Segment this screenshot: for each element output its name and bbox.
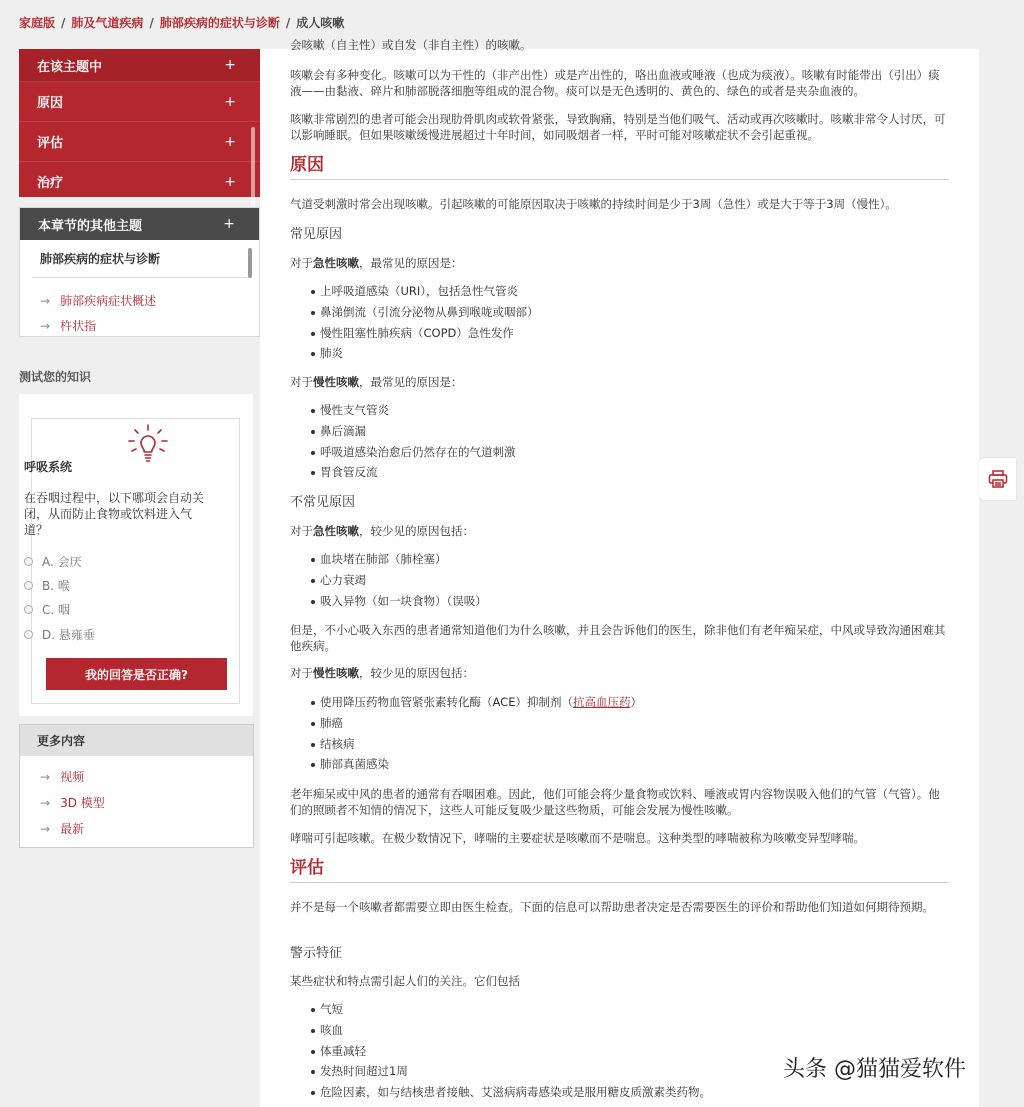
quiz-option-label: A. 会厌 [42,555,82,569]
aspiration-paragraph: 但是，不小心吸入东西的患者通常知道他们为什么咳嗽，并且会告诉他们的医生，除非他们有老年痴呆症，中风或导致沟通困难其他疾病。 [290,623,946,653]
radio-button[interactable] [24,557,33,566]
topic-item-label: 评估 [37,136,64,151]
asthma-paragraph: 哮喘可引起咳嗽。在极少数情况下，哮喘的主要症状是咳嗽而不是喘息。这种类型的哮喘被称为咳嗽变异型哮喘。 [290,831,865,845]
list-item: 发热时间超过1周 [320,1061,979,1082]
chapter-panel-scrollbar[interactable] [248,248,252,278]
evaluation-section-header [290,860,949,883]
quiz-option-c[interactable] [24,601,70,618]
check-answer-button[interactable]: 我的回答是否正确? [46,658,227,690]
acute-uncommon-list [290,549,979,611]
list-item: 血块堵在肺部（肺栓塞） [320,549,979,570]
antihypertensives-link[interactable]: 抗高血压药 [572,695,631,709]
more-content-title: 更多内容 [20,725,253,756]
breadcrumb-symptoms-diagnosis[interactable]: 肺部疾病的症状与诊断 [159,16,280,30]
topic-item-label: 治疗 [37,176,64,191]
arrow-right-icon: → [40,821,51,836]
topic-panel-header[interactable] [19,49,260,82]
warning-list [290,999,979,1103]
list-item: 结核病 [320,734,979,755]
expand-plus-icon[interactable]: + [224,173,236,190]
list-item: 慢性支气管炎 [320,400,979,421]
radio-button[interactable] [24,605,33,614]
breadcrumb: 家庭版 / 肺及气道疾病 / 肺部疾病的症状与诊断 / 成人咳嗽 [19,16,345,30]
arrow-right-icon: → [40,769,51,784]
chapter-panel [19,207,260,337]
intro-paragraph-2: 咳嗽非常剧烈的患者可能会出现肋骨肌肉或软骨紧张，导致胸痛，特别是当他们吸气、活动或再次咳嗽时。咳嗽非常令人讨厌，可以影响睡眠。但如果咳嗽缓慢进展超过十年时间，如同吸烟者一样，平时可能对咳嗽症状不会引起重视。 [290,112,946,142]
list-item: 肺炎 [320,343,979,364]
more-link-3d-models[interactable] [20,790,253,816]
radio-button[interactable] [24,581,33,590]
quiz-option-label: B. 喉 [42,579,70,593]
evaluation-heading: 评估 [290,858,324,878]
printer-icon [988,470,1008,488]
intro-paragraph-1: 咳嗽会有多种变化。咳嗽可以为干性的（非产出性）或是产出性的，咯出血液或唾液（也成为痰液）。咳嗽有时能带出（引出）痰液——由黏液、碎片和肺部脱落细胞等组成的混合物。痰可以是无色透明的、黄色的、绿色的或者是夹杂血液的。 [290,68,940,98]
topic-panel-scrollbar[interactable] [251,127,255,217]
list-item: 呼吸道感染治愈后仍然存在的气道刺激 [320,442,979,463]
topic-panel-title: 在该主题中 [37,59,103,75]
lightbulb-icon [124,423,172,471]
main-content [260,38,979,1107]
expand-plus-icon[interactable]: + [224,57,236,73]
list-item: 肺癌 [320,713,979,734]
expand-plus-icon[interactable]: + [224,133,236,150]
chronic-uncommon-intro: 对于慢性咳嗽，较少见的原因包括： [290,666,474,680]
list-item: 吸入异物（如一块食物）（误吸） [320,591,979,612]
chapter-link-label: 肺部疾病症状概述 [60,294,157,308]
elderly-paragraph: 老年痴呆或中风的患者的通常有吞咽困难。因此，他们可能会将少量食物或饮料、唾液或胃内容物误吸入他们的气管（气管）。他们的照顾者不知情的情况下，这些人可能反复吸少量这些物质，可能会发展为慢性咳嗽。 [290,787,940,817]
warning-intro: 某些症状和特点需引起人们的关注。它们包括 [290,974,520,988]
list-item: 咳血 [320,1020,979,1041]
more-content-panel [19,724,254,848]
acute-common-intro: 对于急性咳嗽，最常见的原因是： [290,256,463,270]
chronic-common-list [290,400,979,483]
quiz-option-label: C. 咽 [42,603,71,617]
more-link-latest[interactable] [20,816,253,842]
quiz-option-label: D. 悬雍垂 [42,628,95,642]
chapter-panel-header[interactable] [20,208,259,240]
chapter-link-clubbing[interactable] [20,313,259,338]
quiz-option-d[interactable] [24,626,95,643]
acute-uncommon-intro: 对于急性咳嗽，较少见的原因包括： [290,524,474,538]
quiz-heading: 测试您的知识 [19,370,92,384]
watermark: 头条 @猫猫爱软件 [783,1057,966,1082]
causes-heading: 原因 [290,155,324,175]
more-link-label: 3D 模型 [60,796,105,810]
list-item: 胃食管反流 [320,462,979,483]
quiz-option-b[interactable] [24,577,70,594]
topic-item-causes[interactable] [19,82,260,122]
quiz-option-a[interactable] [24,553,82,570]
list-item: 危险因素，如与结核患者接触、艾滋病病毒感染或是服用糖皮质激素类药物。 [320,1082,979,1103]
acute-common-list [290,281,979,364]
divider [290,882,949,883]
print-button[interactable] [979,458,1016,500]
list-item: 鼻后滴漏 [320,421,979,442]
list-item: 鼻涕倒流（引流分泌物从鼻到喉咙或咽部） [320,302,979,323]
breadcrumb-current: 成人咳嗽 [296,16,345,30]
chronic-uncommon-list [290,692,979,775]
arrow-right-icon: → [40,318,51,333]
list-item: 慢性阻塞性肺疾病（COPD）急性发作 [320,323,979,344]
chapter-subheading[interactable]: 肺部疾病的症状与诊断 [32,240,247,278]
quiz-question: 在吞咽过程中，以下哪项会自动关闭，从而防止食物或饮料进入气道？ [24,491,205,537]
topic-item-label: 原因 [37,96,64,111]
uncommon-causes-heading: 不常见原因 [290,495,356,510]
breadcrumb-lung-diseases[interactable]: 肺及气道疾病 [71,16,144,30]
list-item: 上呼吸道感染（URI），包括急性气管炎 [320,281,979,302]
arrow-right-icon: → [40,795,51,810]
breadcrumb-home[interactable]: 家庭版 [19,16,56,30]
divider [290,179,949,180]
warning-signs-heading: 警示特征 [290,946,343,961]
topic-item-evaluation[interactable] [19,122,260,162]
more-link-videos[interactable] [20,764,253,790]
more-link-label: 最新 [60,822,85,836]
list-item: 肺部真菌感染 [320,754,979,775]
expand-plus-icon[interactable]: + [224,93,236,110]
evaluation-intro: 并不是每一个咳嗽者都需要立即由医生检查。下面的信息可以帮助患者决定是否需要医生的评价和帮助他们知道如何期待预期。 [290,900,934,914]
chapter-links [20,278,259,338]
chapter-panel-title: 本章节的其他主题 [38,218,143,234]
common-causes-heading: 常见原因 [290,227,343,242]
chapter-link-label: 杵状指 [60,319,97,333]
chapter-link-overview[interactable] [20,288,259,313]
list-item: 心力衰竭 [320,570,979,591]
clipped-paragraph: 会咳嗽（自主性）或自发（非自主性）的咳嗽。 [290,38,532,52]
list-item: 使用降压药物血管紧张素转化酶（ACE）抑制剂（抗高血压药） [320,692,979,713]
chronic-common-intro: 对于慢性咳嗽，最常见的原因是： [290,375,463,389]
quiz-subject: 呼吸系统 [24,460,73,474]
list-item: 气短 [320,999,979,1020]
arrow-right-icon: → [40,293,51,308]
radio-button[interactable] [24,630,33,639]
topic-panel [19,49,260,197]
topic-item-treatment[interactable] [19,162,260,202]
causes-intro: 气道受刺激时常会出现咳嗽。引起咳嗽的可能原因取决于咳嗽的持续时间是少于3周（急性）或是大于等于3周（慢性）。 [290,197,897,211]
more-link-label: 视频 [60,770,85,784]
list-item: 体重减轻 [320,1041,979,1062]
causes-section-header [290,157,949,180]
expand-plus-icon[interactable]: + [223,216,235,232]
